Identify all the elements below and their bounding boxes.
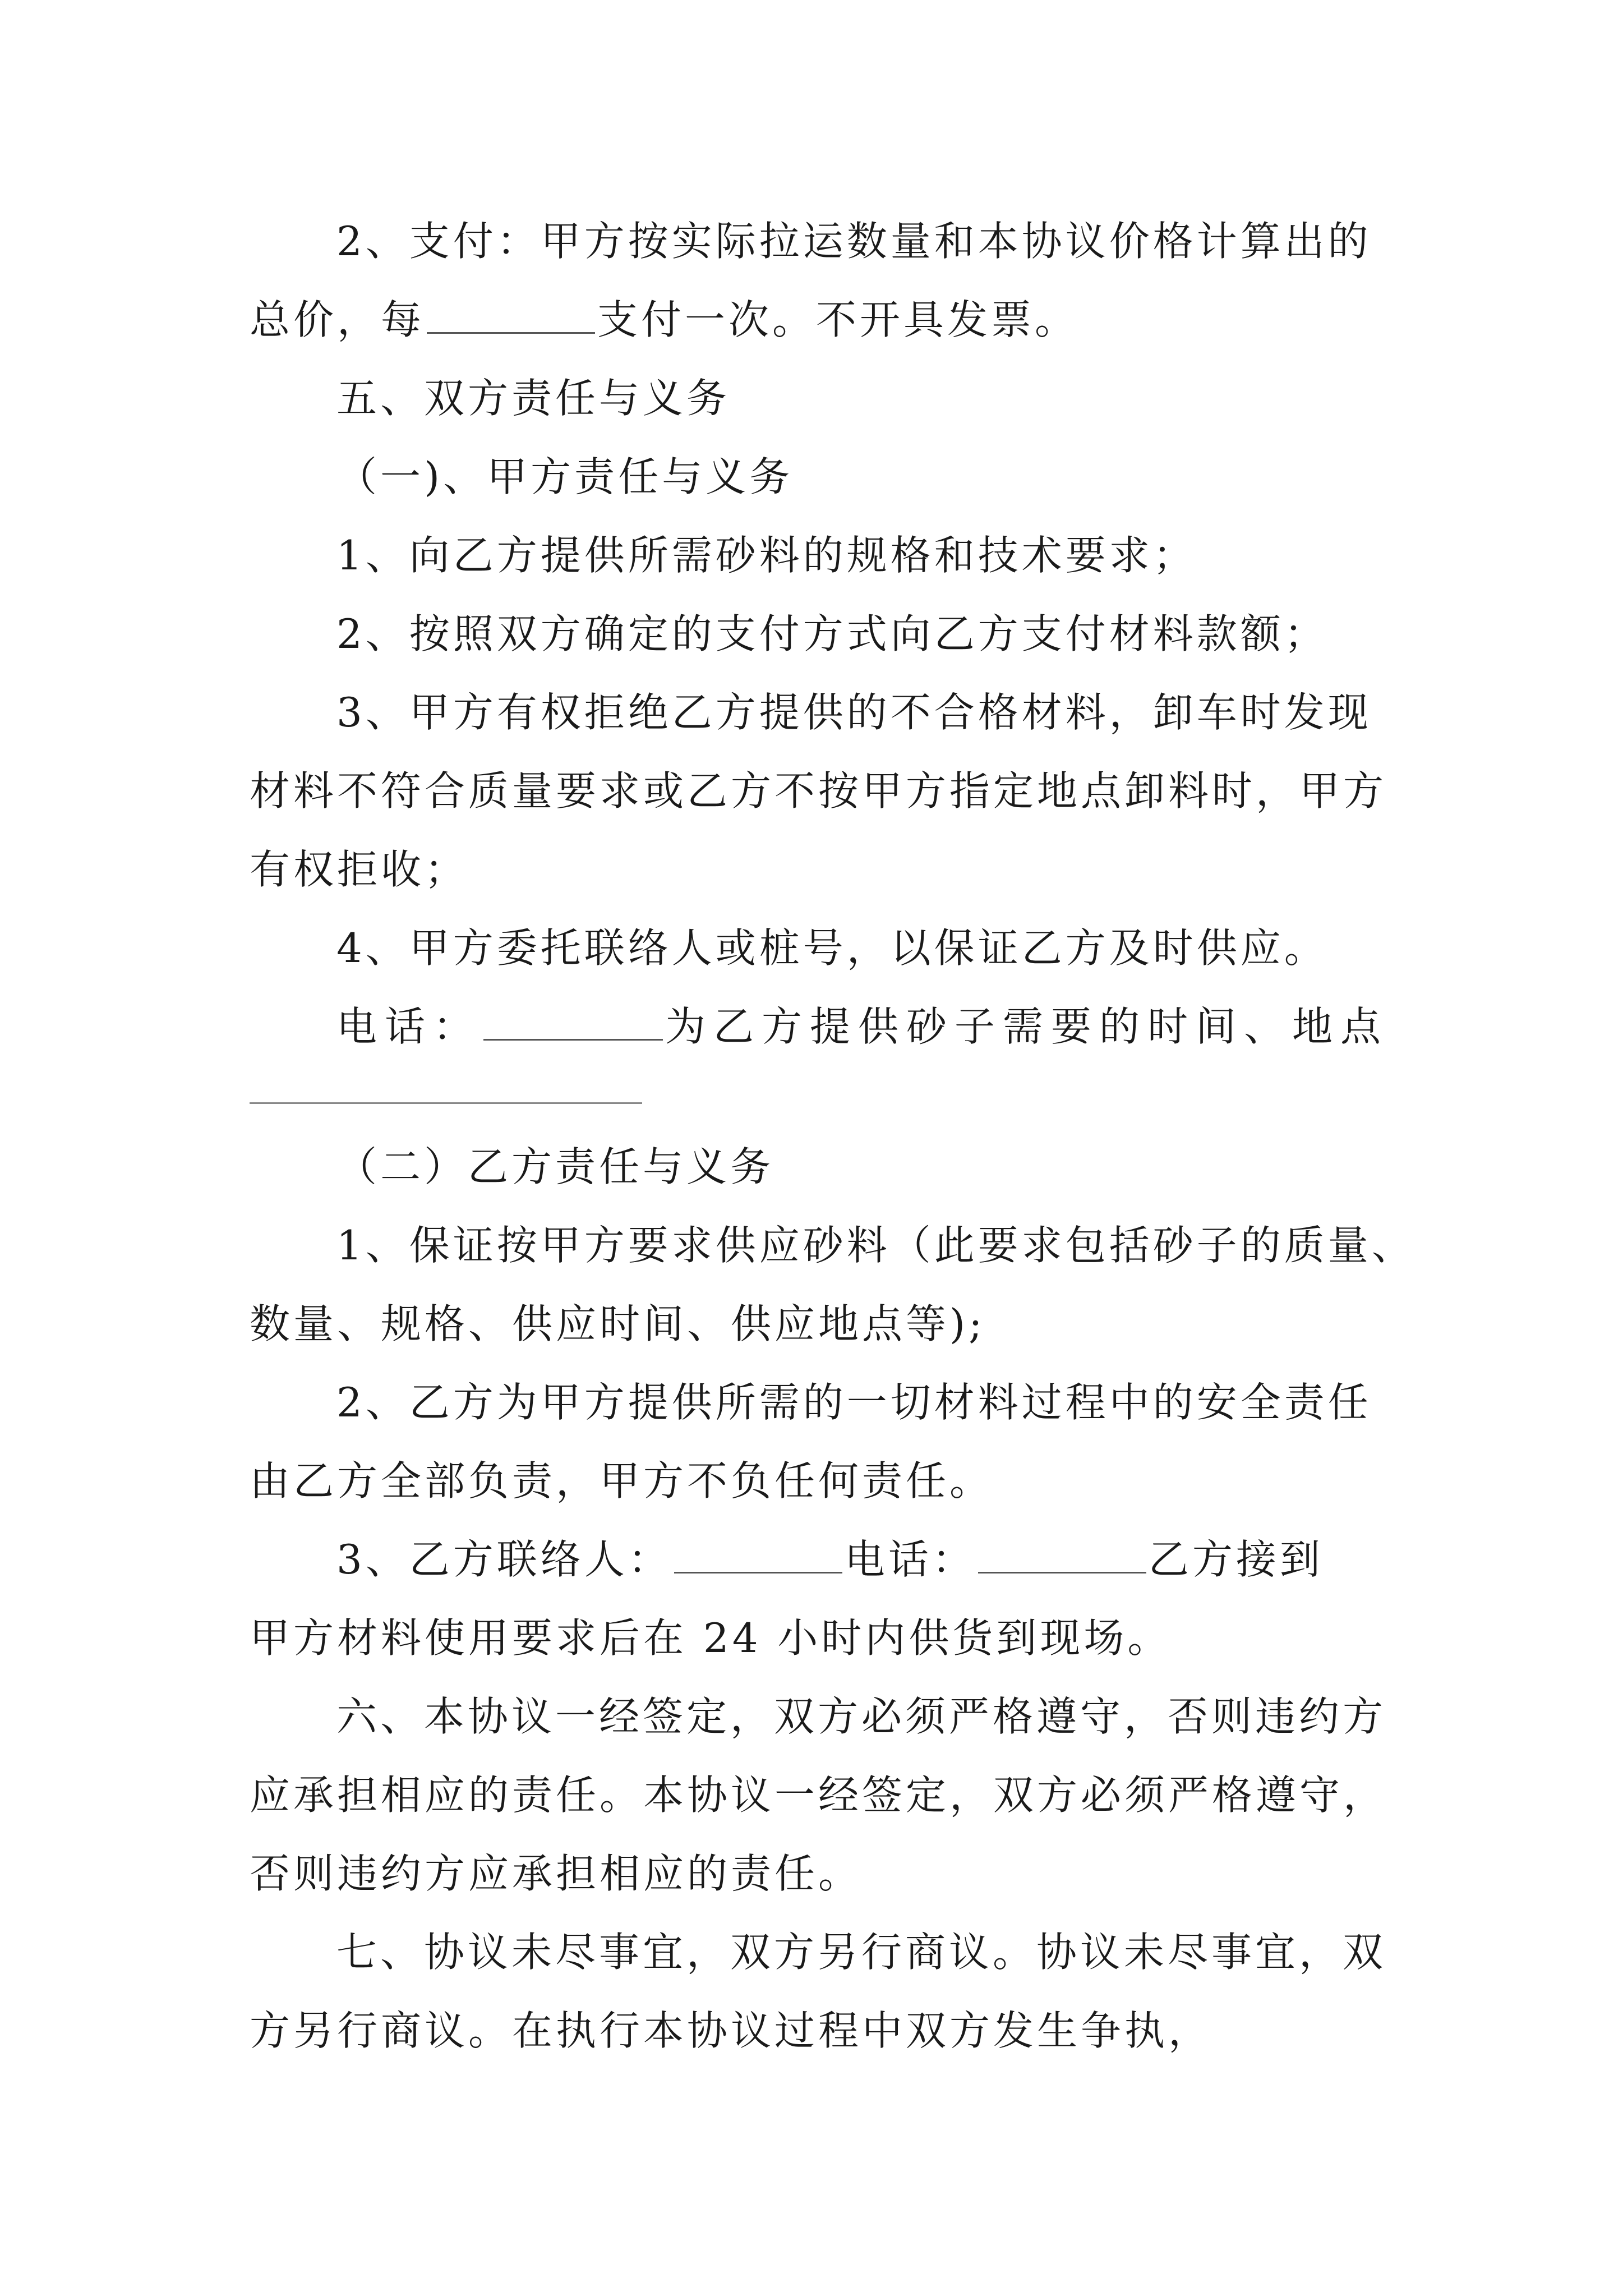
paragraph-payment-cont xyxy=(250,292,1078,348)
text-segment: 3、乙方联络人： xyxy=(336,1536,672,1583)
subheading-party-b: （二）乙方责任与义务 xyxy=(336,1143,774,1190)
text-segment: 电话： xyxy=(844,1536,976,1583)
blank-field xyxy=(483,1002,663,1041)
paragraph-cont: 应承担相应的责任。本协议一经签定，双方必须严格遵守， xyxy=(250,1772,1387,1819)
text-segment: 支付一次。不开具发票。 xyxy=(597,296,1079,343)
list-item-cont: 数量、规格、供应时间、供应地点等); xyxy=(250,1300,986,1347)
blank-rule xyxy=(250,1102,642,1104)
subheading-party-a: （一)、甲方责任与义务 xyxy=(336,453,794,500)
text-segment: 为乙方提供砂子需要的时间、地点 xyxy=(665,1003,1389,1050)
paragraph-payment: 2、支付：甲方按实际拉运数量和本协议价格计算出的 xyxy=(336,218,1372,265)
blank-field xyxy=(978,1535,1146,1573)
list-item: 1、向乙方提供所需砂料的规格和技术要求； xyxy=(336,532,1197,579)
list-item: 3、甲方有权拒绝乙方提供的不合格材料，卸车时发现 xyxy=(336,689,1372,736)
text-segment: 乙方接到 xyxy=(1148,1536,1324,1583)
section-heading-6: 六、本协议一经签定，双方必须严格遵守，否则违约方 xyxy=(336,1693,1387,1740)
list-item: 4、甲方委托联络人或桩号，以保证乙方及时供应。 xyxy=(336,924,1328,972)
contact-line xyxy=(336,1531,1324,1588)
list-item: 2、按照双方确定的支付方式向乙方支付材料款额； xyxy=(336,610,1328,657)
list-item-cont: 有权拒收； xyxy=(250,846,469,893)
list-item-cont: 材料不符合质量要求或乙方不按甲方指定地点卸料时，甲方 xyxy=(250,767,1387,815)
paragraph-cont: 方另行商议。在执行本协议过程中双方发生争执， xyxy=(250,2007,1212,2054)
text-segment: 电话： xyxy=(336,1003,482,1050)
phone-line xyxy=(336,999,1389,1055)
section-heading-7: 七、协议未尽事宜，双方另行商议。协议未尽事宜，双 xyxy=(336,1929,1387,1976)
text-segment: 总价，每 xyxy=(250,296,425,343)
section-heading-5: 五、双方责任与义务 xyxy=(336,375,731,422)
list-item-cont: 由乙方全部负责，甲方不负任何责任。 xyxy=(250,1457,994,1504)
blank-field xyxy=(427,296,595,334)
blank-field xyxy=(674,1535,842,1573)
list-item-cont: 甲方材料使用要求后在 24 小时内供货到现场。 xyxy=(250,1614,1172,1662)
list-item: 2、乙方为甲方提供所需的一切材料过程中的安全责任 xyxy=(336,1379,1372,1426)
paragraph-cont: 否则违约方应承担相应的责任。 xyxy=(250,1850,863,1897)
list-item: 1、保证按甲方要求供应砂料（此要求包括砂子的质量、 xyxy=(336,1222,1415,1269)
